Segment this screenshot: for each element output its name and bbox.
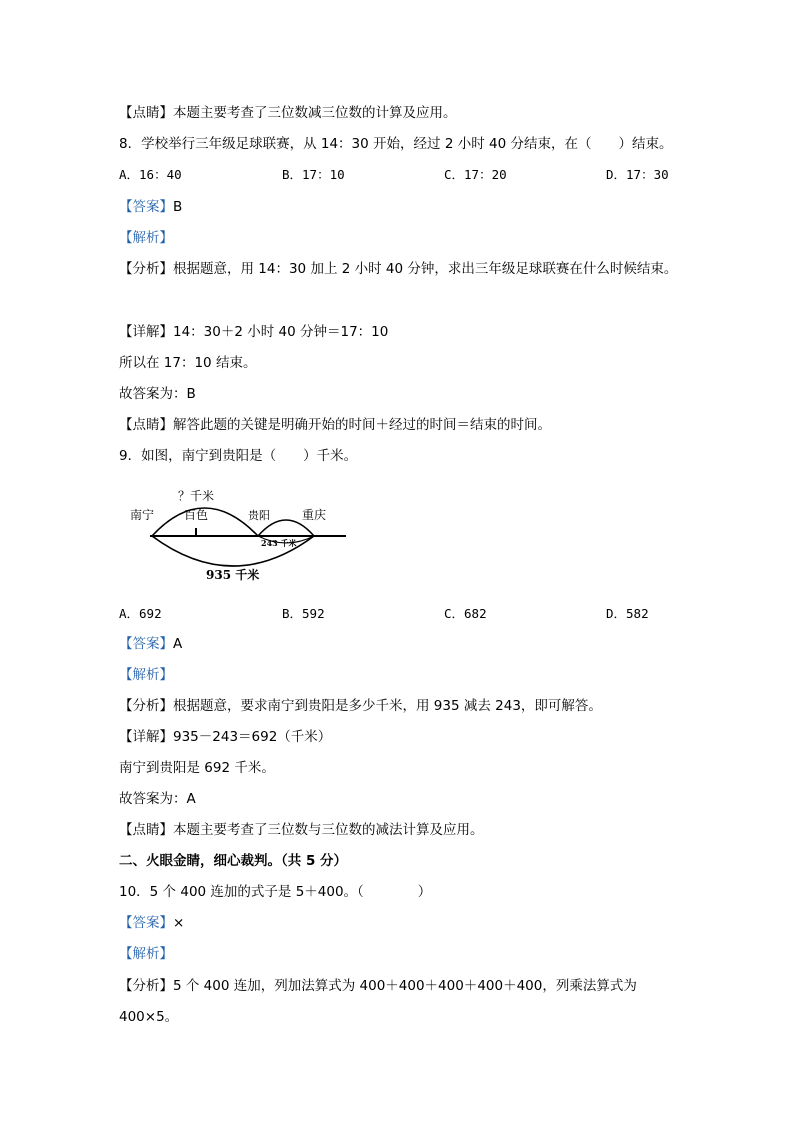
answer-value: × (173, 915, 185, 931)
answer-tag: 【答案】 (119, 636, 173, 652)
q9-xiangjie-line (119, 728, 331, 746)
xiangjie-tag: 【详解】 (119, 729, 173, 745)
answer-value: A (173, 636, 183, 652)
xiangjie-text: 14：30＋2 小时 40 分钟＝17：10 (173, 324, 389, 340)
q10-fenxi-continued: 400×5。 (119, 1009, 179, 1025)
label-chongqing: 重庆 (302, 508, 327, 522)
label-unknown-distance: ？千米 (178, 489, 215, 503)
section-title: 二、火眼金睛，细心裁判。（共 5 分） (119, 853, 348, 869)
distance-diagram (126, 484, 356, 584)
q8-jiexi-tag: 【解析】 (119, 230, 173, 246)
q10-answer-line (119, 914, 184, 932)
dianjing-text: 本题主要考查了三位数减三位数的计算及应用。 (173, 105, 457, 121)
q8-answer-statement: 故答案为：B (119, 386, 196, 402)
q9-option-c: C．682 (444, 606, 487, 621)
q9-result-line: 南宁到贵阳是 692 千米。 (119, 760, 275, 776)
q9-fenxi-line (119, 697, 602, 715)
fenxi-text: 根据题意，用 14：30 加上 2 小时 40 分钟，求出三年级足球联赛在什么时候结束。 (173, 261, 678, 277)
q10-fenxi-line (119, 977, 637, 995)
q8-option-d: D．17：30 (606, 167, 669, 182)
q8-so-line: 所以在 17：10 结束。 (119, 355, 257, 371)
q9-option-d: D．582 (606, 606, 649, 621)
q8-option-c: C．17：20 (444, 167, 507, 182)
label-total-distance: 935 千米 (206, 568, 260, 582)
q9-dianjing-line (119, 821, 484, 839)
label-guiyang: 贵阳 (248, 509, 270, 522)
guiyang-chongqing-arc (258, 520, 314, 536)
answer-tag: 【答案】 (119, 199, 173, 215)
q8-option-a: A．16：40 (119, 167, 182, 182)
fenxi-text: 根据题意，要求南宁到贵阳是多少千米，用 935 减去 243，即可解答。 (173, 698, 602, 714)
q10-jiexi-tag: 【解析】 (119, 946, 173, 962)
fenxi-text: 5 个 400 连加，列加法算式为 400＋400＋400＋400＋400，列乘法算式为 (173, 978, 637, 994)
label-nanning: 南宁 (130, 508, 155, 522)
fenxi-tag: 【分析】 (119, 978, 173, 994)
dianjing-text: 解答此题的关键是明确开始的时间＋经过的时间＝结束的时间。 (173, 417, 551, 433)
dianjing-tag: 【点睛】 (119, 417, 173, 433)
q8-answer-line (119, 198, 182, 216)
q8-dianjing-line (119, 416, 551, 434)
fenxi-tag: 【分析】 (119, 698, 173, 714)
question-8: 8．学校举行三年级足球联赛，从 14：30 开始，经过 2 小时 40 分结束，在（ ）结束。 (119, 136, 673, 152)
xiangjie-tag: 【详解】 (119, 324, 173, 340)
dianjing-tag: 【点睛】 (119, 822, 173, 838)
answer-tag: 【答案】 (119, 915, 173, 931)
q8-fenxi-line (119, 260, 677, 278)
q9-answer-statement: 故答案为：A (119, 791, 196, 807)
dianjing-text: 本题主要考查了三位数与三位数的减法计算及应用。 (173, 822, 484, 838)
fenxi-tag: 【分析】 (119, 261, 173, 277)
q9-answer-line (119, 635, 182, 653)
question-9: 9．如图，南宁到贵阳是（ ）千米。 (119, 448, 358, 464)
answer-value: B (173, 199, 183, 215)
question-10: 10．5 个 400 连加的式子是 5＋400。（ ） (119, 884, 432, 900)
dianjing-line (119, 104, 457, 122)
q9-option-b: B．592 (282, 606, 325, 621)
q8-xiangjie-line (119, 323, 388, 341)
q9-option-a: A．692 (119, 606, 162, 621)
q9-jiexi-tag: 【解析】 (119, 667, 173, 683)
label-baise: 百色 (184, 508, 209, 522)
label-segment-distance: 243 千米 (261, 538, 297, 548)
xiangjie-text: 935－243＝692（千米） (173, 729, 332, 745)
dianjing-tag: 【点睛】 (119, 105, 173, 121)
q8-option-b: B．17：10 (282, 167, 345, 182)
